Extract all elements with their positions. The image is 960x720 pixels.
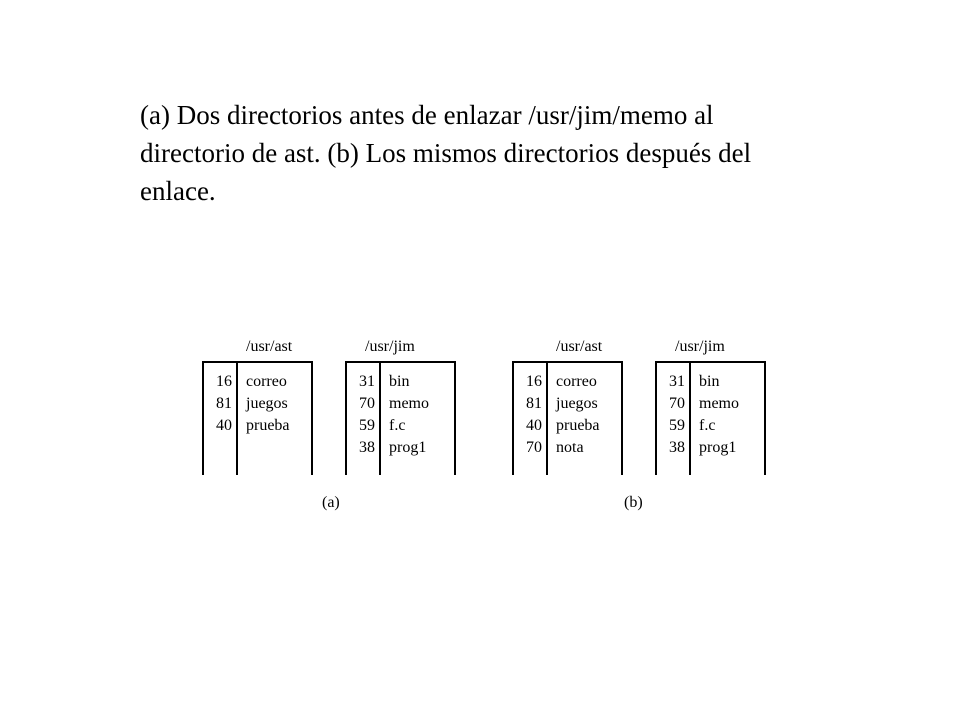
- file-name: prog1: [389, 439, 427, 456]
- directory-entry: [514, 371, 621, 393]
- directory-entry: [204, 415, 311, 437]
- file-name: memo: [389, 395, 429, 412]
- file-name: prog1: [699, 439, 737, 456]
- inode-number: 40: [216, 417, 232, 434]
- directory-entry: [514, 393, 621, 415]
- directory-entries: [204, 371, 311, 437]
- directory-title: /usr/ast: [556, 338, 603, 355]
- directory-box: [345, 361, 456, 475]
- file-name: prueba: [556, 417, 600, 434]
- directory-entry: [347, 437, 454, 459]
- caption-line-1: (a) Dos directorios antes de enlazar /usr/jim/memo al: [140, 100, 714, 130]
- directory-entries: [514, 371, 621, 459]
- file-name: prueba: [246, 417, 290, 434]
- file-name: f.c: [699, 417, 716, 434]
- directory-entry: [204, 371, 311, 393]
- directory-entry: [347, 393, 454, 415]
- inode-number: 31: [669, 373, 685, 390]
- directory-title: /usr/jim: [365, 338, 415, 355]
- directory-entry: [657, 437, 764, 459]
- file-name: memo: [699, 395, 739, 412]
- file-name: correo: [556, 373, 597, 390]
- file-name: juegos: [246, 395, 288, 412]
- caption-line-2: directorio de ast. (b) Los mismos directorios después del: [140, 138, 752, 168]
- directory-title: /usr/jim: [675, 338, 725, 355]
- inode-number: 40: [526, 417, 542, 434]
- file-name: f.c: [389, 417, 406, 434]
- directory-entry: [657, 393, 764, 415]
- file-name: correo: [246, 373, 287, 390]
- panel-label: (b): [624, 494, 643, 511]
- inode-number: 31: [359, 373, 375, 390]
- inode-number: 70: [669, 395, 685, 412]
- directory-entry: [514, 415, 621, 437]
- file-name: bin: [389, 373, 410, 390]
- directory-box: [202, 361, 313, 475]
- inode-number: 59: [669, 417, 685, 434]
- caption-line-3: enlace.: [140, 176, 216, 206]
- file-name: nota: [556, 439, 584, 456]
- directory-entries: [657, 371, 764, 459]
- directory-box: [655, 361, 766, 475]
- directory-entry: [514, 437, 621, 459]
- inode-number: 81: [216, 395, 232, 412]
- inode-number: 70: [359, 395, 375, 412]
- inode-number: 81: [526, 395, 542, 412]
- directory-entries: [347, 371, 454, 459]
- directory-entry: [657, 415, 764, 437]
- file-name: bin: [699, 373, 720, 390]
- inode-number: 38: [669, 439, 685, 456]
- figure-caption: [140, 96, 860, 210]
- inode-number: 16: [526, 373, 542, 390]
- directory-box: [512, 361, 623, 475]
- inode-number: 38: [359, 439, 375, 456]
- inode-number: 59: [359, 417, 375, 434]
- directory-entry: [347, 415, 454, 437]
- directory-entry: [347, 371, 454, 393]
- directory-entry: [204, 393, 311, 415]
- directory-title: /usr/ast: [246, 338, 293, 355]
- directory-entry: [657, 371, 764, 393]
- inode-number: 70: [526, 439, 542, 456]
- file-name: juegos: [556, 395, 598, 412]
- panel-label: (a): [322, 494, 340, 511]
- inode-number: 16: [216, 373, 232, 390]
